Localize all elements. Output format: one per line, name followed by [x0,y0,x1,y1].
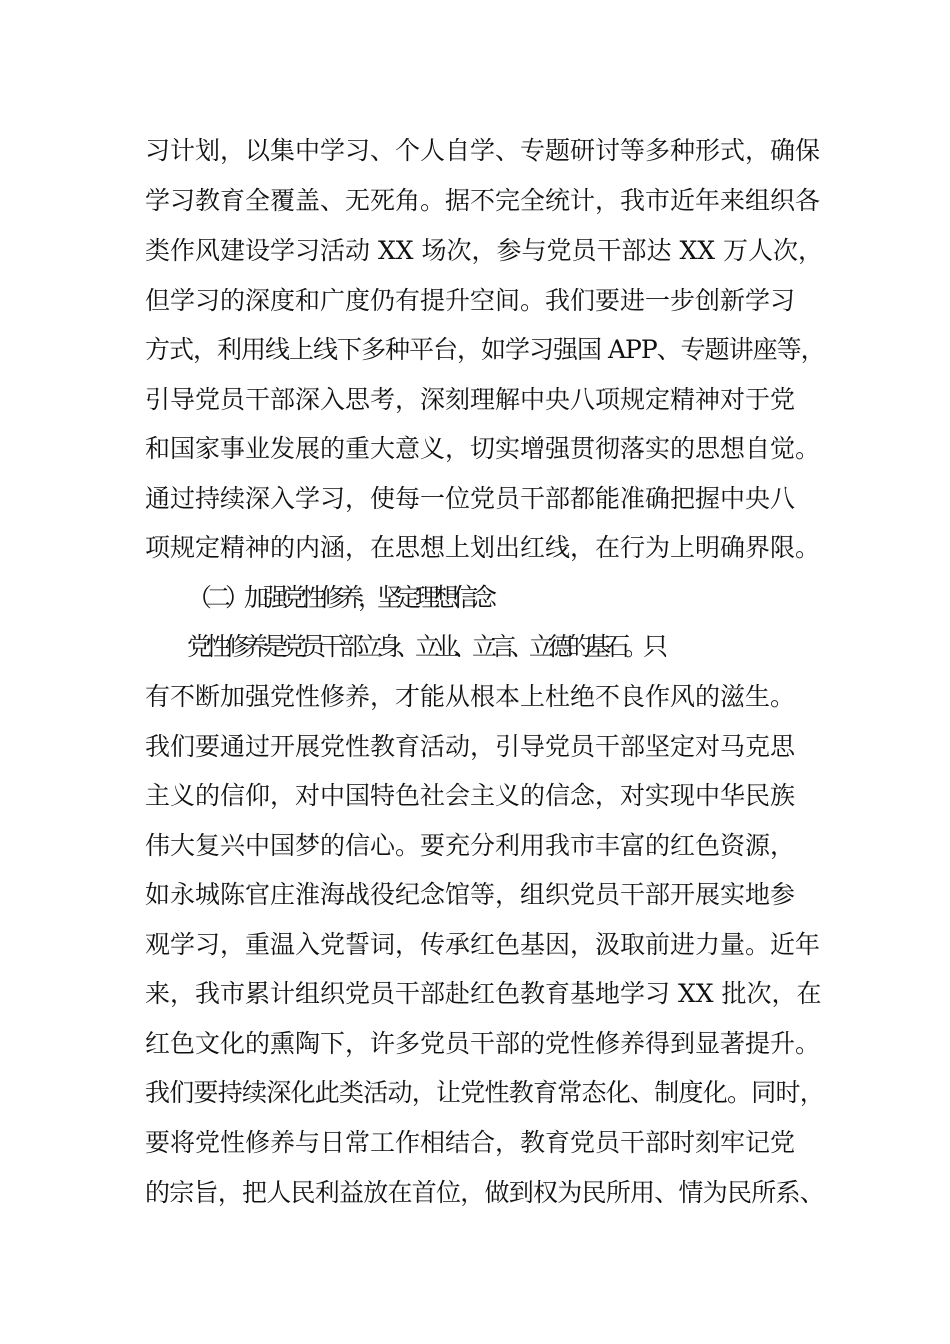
text-line: 红色文化的熏陶下，许多党员干部的党性修养得到显著提升。 [145,1029,821,1058]
text-line: 观学习，重温入党誓词，传承红色基因，汲取前进力量。近年 [145,930,821,959]
text-line: 方式，利用线上线下多种平台，如学习强国 APP、专题讲座等， [145,335,825,364]
text-line: 有不断加强党性修养，才能从根本上杜绝不良作风的滋生。 [145,682,796,711]
paragraph-first-line: 党性修养是党员干部立身、立业、立言、立德的基石。只 [187,632,663,661]
text-line: 要将党性修养与日常工作相结合，教育党员干部时刻牢记党 [145,1128,796,1157]
text-line: 我们要持续深化此类活动，让党性教育常态化、制度化。同时， [145,1078,825,1107]
text-line: 伟大复兴中国梦的信心。要充分利用我市丰富的红色资源， [145,831,796,860]
section-heading: （二）加强党性修养，坚定理想信念 [187,583,492,612]
text-line: 我们要通过开展党性教育活动，引导党员干部坚定对马克思 [145,732,796,761]
text-line: 但学习的深度和广度仍有提升空间。我们要进一步创新学习 [145,286,796,315]
text-line: 的宗旨，把人民利益放在首位，做到权为民所用、情为民所系、 [145,1178,825,1207]
text-line: 和国家事业发展的重大意义，切实增强贯彻落实的思想自觉。 [145,434,821,463]
text-line: 习计划，以集中学习、个人自学、专题研讨等多种形式，确保 [145,136,821,165]
text-line: 来，我市累计组织党员干部赴红色教育基地学习 XX 批次，在 [145,979,822,1008]
text-line: 项规定精神的内涵，在思想上划出红线，在行为上明确界限。 [145,533,821,562]
text-line: 引导党员干部深入思考，深刻理解中央八项规定精神对于党 [145,385,796,414]
text-line: 学习教育全覆盖、无死角。据不完全统计，我市近年来组织各 [145,186,821,215]
text-line: 如永城陈官庄淮海战役纪念馆等，组织党员干部开展实地参 [145,880,796,909]
text-line: 通过持续深入学习，使每一位党员干部都能准确把握中央八 [145,484,796,513]
text-line: 主义的信仰，对中国特色社会主义的信念，对实现中华民族 [145,781,796,810]
text-line: 类作风建设学习活动 XX 场次，参与党员干部达 XX 万人次， [145,236,823,265]
